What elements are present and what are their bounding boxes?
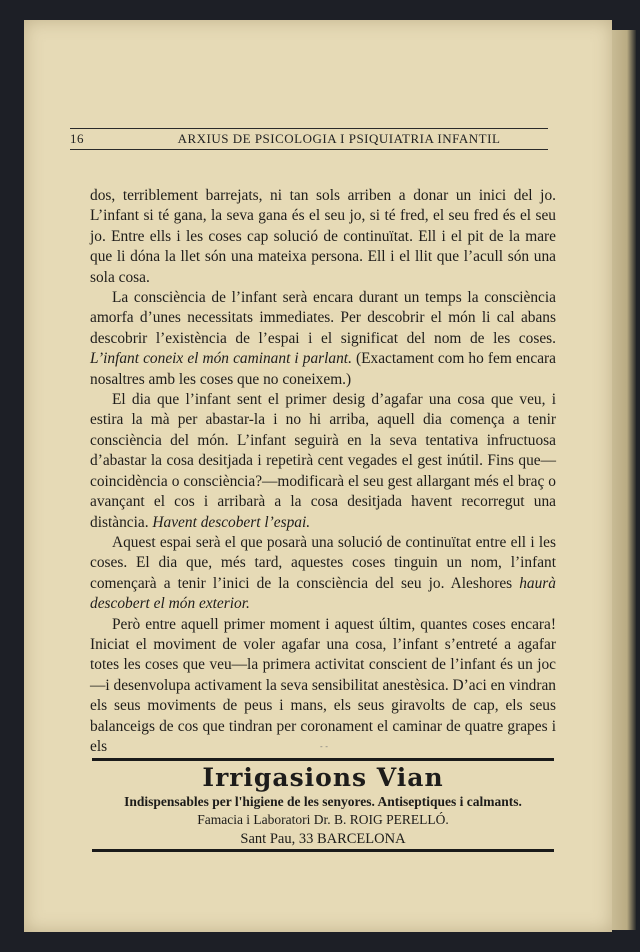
article-body <box>90 186 556 757</box>
paragraph <box>90 390 556 533</box>
text-run: (Exactament com ho fem encara nosaltres amb les coses que no coneixem.) <box>90 350 556 388</box>
advertisement <box>92 758 554 852</box>
running-head <box>70 128 548 150</box>
ad-line-2: Famacia i Laboratori Dr. B. ROIG PERELLÓ. <box>197 812 449 827</box>
text-run: La consciència de l’infant serà encara durant un temps la consciència amorfa d’unes necessitats immediates. Per descobrir el món li cal abans descobrir l’existència de l’espai i el significat del nom de les coses. <box>90 289 556 347</box>
text-run: Aquest espai serà el que posarà una solució de continuïtat entre ell i les coses. El dia que, més tard, aquestes coses tinguin un nom, l’infant començarà a tenir l’inici de la consciència del seu jo. Aleshores <box>90 533 556 592</box>
paragraph <box>90 186 556 288</box>
text-run: dos, terriblement barrejats, ni tan sols arriben a donar un inici del jo. L’infant si té gana, la seva gana és el seu jo, si té fred, el seu fred és el seu jo. Entre ells i les coses cap solució de continuïtat. Ell i el pit de la mare que li dóna la llet són una mateixa persona. Ell i el llit que l’acull són una sola cosa. <box>90 187 556 286</box>
italic-text: haurà descobert el món exterior. <box>90 574 556 613</box>
text-run: El dia que l’infant sent el primer desig d’agafar una cosa que veu, i estira la mà per abastar-la i no hi arriba, aquell dia comença a tenir consciència del món. L’infant seguirà en la seva tentativa infructuosa d’abastar la cosa desitjada i repetirà cent vegades el gest inútil. Fins que—coincidència o consciència?—modificarà el seu gest allargant més el braç o avançant el cos i arribarà a la cosa desitjada havent recorregut una distància. <box>90 391 556 531</box>
italic-text: Havent descobert l’espai. <box>152 513 311 531</box>
ad-brand: Irrigasions Vian <box>202 763 444 792</box>
paragraph <box>90 615 556 758</box>
ad-line-3: Sant Pau, 33 BARCELONA <box>240 831 406 847</box>
text-run: Però entre aquell primer moment i aquest últim, quantes coses encara! Iniciat el moviment de voler agafar una cosa, l’infant s’entreté a agafar totes les coses que veu—la primera activitat conscient de l’infant és un joc—i desenvolupa activament la seva sensibilitat anestèsica. D’aci en vindran els seus moviments de peus i mans, els seus giravolts de cap, els seus balanceigs de cos que tindran per coronament el caminar de quatre grapes i els <box>90 615 556 755</box>
ornament: - - <box>320 742 328 751</box>
paragraph <box>90 288 556 390</box>
journal-title: ARXIUS DE PSICOLOGIA I PSIQUIATRIA INFANTIL <box>177 131 501 146</box>
page-number: 16 <box>70 131 84 146</box>
ad-line-1: Indispensables per l'higiene de les senyores. Antiseptiques i calmants. <box>124 794 522 809</box>
italic-text: L’infant coneix el món caminant i parlant. <box>90 350 352 368</box>
paragraph <box>90 533 556 615</box>
